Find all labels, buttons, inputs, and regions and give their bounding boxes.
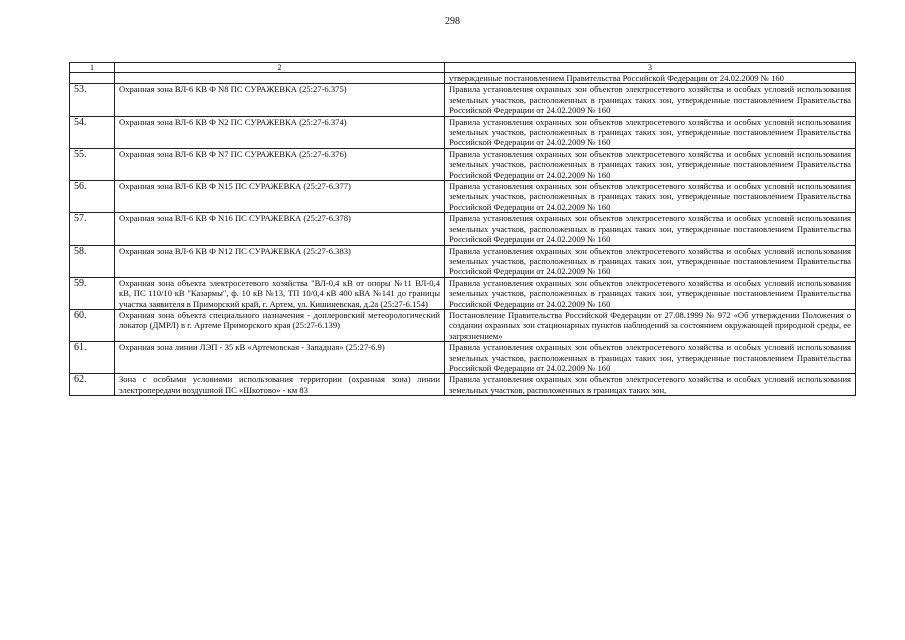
row-number <box>70 73 115 84</box>
document-cell: Правила установления охранных зон объектов электросетевого хозяйства и особых условий использования земельных участков, расположенных в границах таких зон, <box>445 374 856 396</box>
row-number: 56. <box>70 181 115 213</box>
row-number: 58. <box>70 245 115 277</box>
table-row <box>70 342 856 374</box>
object-cell: Охранная зона объекта специального назначения - доплеровский метеорологический локатор (ДМРЛ) в г. Артеме Приморского края (25:27-6.139) <box>115 309 445 341</box>
row-number: 57. <box>70 213 115 245</box>
table-header-row <box>70 63 856 73</box>
row-number: 59. <box>70 277 115 309</box>
table-row <box>70 277 856 309</box>
column-header-object: 2 <box>115 63 445 73</box>
table-row <box>70 213 856 245</box>
row-number: 53. <box>70 84 115 116</box>
object-cell: Охранная зона ВЛ-6 КВ Ф N8 ПС СУРАЖЕВКА (25:27-6.375) <box>115 84 445 116</box>
document-cell: Постановление Правительства Российской Федерации от 27.08.1999 № 972 «Об утверждении Положения о создании охранных зон стационарных пунктов наблюдений за состоянием окружающей природной среды, ее загрязнением» <box>445 309 856 341</box>
object-cell: Охранная зона ВЛ-6 КВ Ф N15 ПС СУРАЖЕВКА (25:27-6.377) <box>115 181 445 213</box>
table-row <box>70 309 856 341</box>
table-row <box>70 84 856 116</box>
table-row <box>70 181 856 213</box>
object-cell: Охранная зона ВЛ-6 КВ Ф N12 ПС СУРАЖЕВКА (25:27-6.383) <box>115 245 445 277</box>
object-cell: Охранная зона ВЛ-6 КВ Ф N2 ПС СУРАЖЕВКА (25:27-6.374) <box>115 116 445 148</box>
column-header-document: 3 <box>445 63 856 73</box>
object-cell: Охранная зона ВЛ-6 КВ Ф N7 ПС СУРАЖЕВКА (25:27-6.376) <box>115 148 445 180</box>
row-number: 54. <box>70 116 115 148</box>
object-cell: Охранная зона линии ЛЭП - 35 кВ «Артемовская - Западная» (25:27-6.9) <box>115 342 445 374</box>
table-row <box>70 374 856 396</box>
document-cell: Правила установления охранных зон объектов электросетевого хозяйства и особых условий использования земельных участков, расположенных в границах таких зон, утвержденные постановлением Правительства Российской Федерации от 24.02.2009 № 160 <box>445 181 856 213</box>
row-number: 60. <box>70 309 115 341</box>
row-number: 55. <box>70 148 115 180</box>
document-cell: Правила установления охранных зон объектов электросетевого хозяйства и особых условий использования земельных участков, расположенных в границах таких зон, утвержденные постановлением Правительства Российской Федерации от 24.02.2009 № 160 <box>445 245 856 277</box>
page-number: 298 <box>445 16 460 27</box>
row-number: 62. <box>70 374 115 396</box>
register-table <box>69 62 856 396</box>
object-cell: Охранная зона объекта электросетевого хозяйства "ВЛ-0,4 кВ от опоры №11 ВЛ-0,4 кВ, ПС 110/10 кВ "Казармы", ф. 10 кВ №13, ТП 10/0,4 кВ 400 кВА №141 до границы участка заявителя в Приморский край, г. Артем, ул. Кишиневская, д.2а (25:27-6.154) <box>115 277 445 309</box>
continued-row <box>70 73 856 84</box>
document-cell: Правила установления охранных зон объектов электросетевого хозяйства и особых условий использования земельных участков, расположенных в границах таких зон, утвержденные постановлением Правительства Российской Федерации от 24.02.2009 № 160 <box>445 342 856 374</box>
object-cell: Зона с особыми условиями использования территории (охранная зона) линии электропередачи воздушной ПС «Шкотово» - км 83 <box>115 374 445 396</box>
document-cell: Правила установления охранных зон объектов электросетевого хозяйства и особых условий использования земельных участков, расположенных в границах таких зон, утвержденные постановлением Правительства Российской Федерации от 24.02.2009 № 160 <box>445 116 856 148</box>
table-row <box>70 116 856 148</box>
row-number: 61. <box>70 342 115 374</box>
document-cell: Правила установления охранных зон объектов электросетевого хозяйства и особых условий использования земельных участков, расположенных в границах таких зон, утвержденные постановлением Правительства Российской Федерации от 24.02.2009 № 160 <box>445 277 856 309</box>
document-cell: Правила установления охранных зон объектов электросетевого хозяйства и особых условий использования земельных участков, расположенных в границах таких зон, утвержденные постановлением Правительства Российской Федерации от 24.02.2009 № 160 <box>445 213 856 245</box>
table-row <box>70 245 856 277</box>
table-row <box>70 148 856 180</box>
column-header-number: 1 <box>70 63 115 73</box>
document-cell: утвержденные постановлением Правительства Российской Федерации от 24.02.2009 № 160 <box>445 73 856 84</box>
object-cell: Охранная зона ВЛ-6 КВ Ф N16 ПС СУРАЖЕВКА (25:27-6.378) <box>115 213 445 245</box>
document-cell: Правила установления охранных зон объектов электросетевого хозяйства и особых условий использования земельных участков, расположенных в границах таких зон, утвержденные постановлением Правительства Российской Федерации от 24.02.2009 № 160 <box>445 148 856 180</box>
document-cell: Правила установления охранных зон объектов электросетевого хозяйства и особых условий использования земельных участков, расположенных в границах таких зон, утвержденные постановлением Правительства Российской Федерации от 24.02.2009 № 160 <box>445 84 856 116</box>
object-cell <box>115 73 445 84</box>
